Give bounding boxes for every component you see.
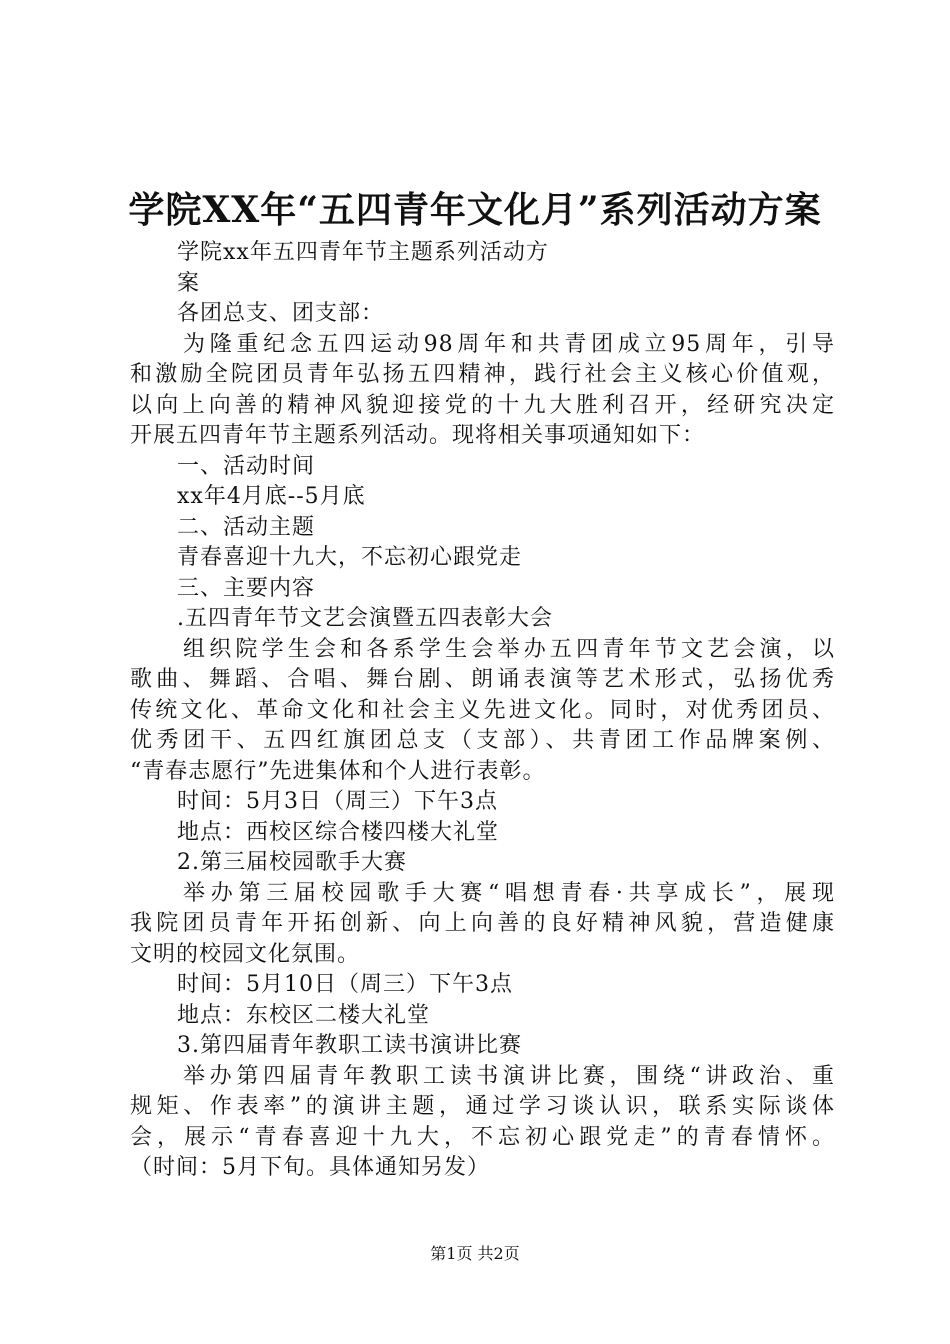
- item-2-location: 地点：东校区二楼大礼堂: [177, 1002, 431, 1028]
- item-2-time: 时间：5月10日（周三）下午3点: [177, 972, 513, 997]
- section-heading-time: 一、活动时间: [177, 453, 316, 479]
- item-2-paragraph-line: 举办第三届校园歌手大赛“唱想青春·共享成长”，展现: [183, 880, 835, 906]
- item-3-paragraph-line: 举办第四届青年教职工读书演讲比赛，围绕“讲政治、重: [183, 1063, 835, 1089]
- intro-paragraph-line: 和激励全院团员青年弘扬五四精神，践行社会主义核心价值观，: [130, 362, 835, 387]
- intro-paragraph-line: 为隆重纪念五四运动98周年和共青团成立95周年，引导: [183, 331, 835, 357]
- item-1-paragraph-line: “青春志愿行”先进集体和个人进行表彰。: [130, 758, 546, 784]
- item-2-paragraph-line: 文明的校园文化氛围。: [130, 941, 361, 967]
- section-heading-content: 三、主要内容: [177, 575, 316, 601]
- item-heading-3: 3.第四届青年教职工读书演讲比赛: [177, 1033, 522, 1058]
- item-3-paragraph-line: （时间：5月下旬。具体通知另发）: [130, 1155, 490, 1180]
- subtitle-line-2: 案: [177, 270, 201, 296]
- subtitle-line-1: 学院xx年五四青年节主题系列活动方: [177, 240, 549, 265]
- item-heading-1: .五四青年节文艺会演暨五四表彰大会: [177, 606, 553, 631]
- activity-theme: 青春喜迎十九大，不忘初心跟党走: [177, 545, 523, 570]
- item-1-paragraph-line: 组织院学生会和各系学生会举办五四青年节文艺会演，以: [183, 636, 835, 662]
- item-1-location: 地点：西校区综合楼四楼大礼堂: [177, 819, 500, 845]
- intro-paragraph-line: 开展五四青年节主题系列活动。现将相关事项通知如下：: [130, 423, 706, 448]
- item-1-time: 时间：5月3日（周三）下午3点: [177, 789, 498, 814]
- section-heading-theme: 二、活动主题: [177, 514, 316, 540]
- item-1-paragraph-line: 传统文化、革命文化和社会主义先进文化。同时，对优秀团员、: [130, 697, 835, 723]
- item-2-paragraph-line: 我院团员青年开拓创新、向上向善的良好精神风貌，营造健康: [130, 911, 835, 936]
- page-footer: 第1页 共2页: [430, 1244, 520, 1263]
- salutation: 各团总支、团支部：: [177, 301, 385, 326]
- document-body: [130, 238, 835, 1184]
- item-1-paragraph-line: 歌曲、舞蹈、合唱、舞台剧、朗诵表演等艺术形式，弘扬优秀: [130, 667, 835, 692]
- document-title: 学院XX年“五四青年文化月”系列活动方案: [128, 189, 822, 231]
- item-3-paragraph-line: 会，展示“青春喜迎十九大，不忘初心跟党走”的青春情怀。: [130, 1124, 835, 1150]
- item-1-paragraph-line: 优秀团干、五四红旗团总支（支部）、共青团工作品牌案例、: [130, 728, 835, 753]
- intro-paragraph-line: 以向上向善的精神风貌迎接党的十九大胜利召开，经研究决定: [130, 392, 835, 418]
- item-3-paragraph-line: 规矩、作表率”的演讲主题，通过学习谈认识，联系实际谈体: [130, 1094, 835, 1119]
- item-heading-2: 2.第三届校园歌手大赛: [177, 850, 407, 875]
- activity-time: xx年4月底--5月底: [177, 484, 366, 509]
